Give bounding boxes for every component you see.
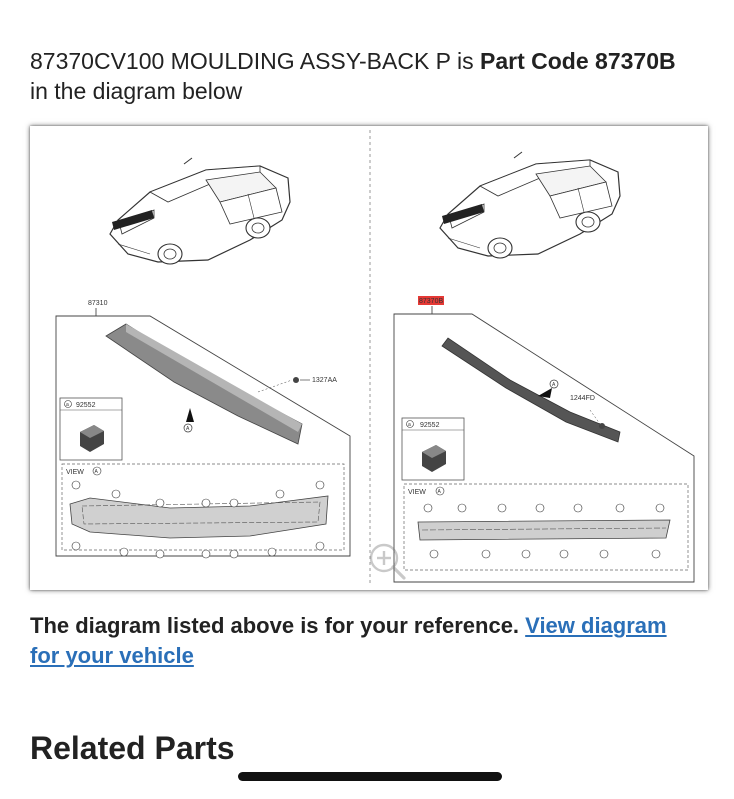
right-part-number: 87370B xyxy=(419,298,444,305)
parts-diagram[interactable] xyxy=(30,126,708,590)
svg-text:A: A xyxy=(186,426,190,432)
view-vehicle-diagram-link[interactable]: View diagram for your vehicle xyxy=(30,613,667,668)
left-view-letter: A xyxy=(94,469,98,475)
left-clip-code: 92552 xyxy=(76,402,96,409)
part-code-label: Part Code 87370B xyxy=(480,48,676,74)
left-part-number: 87310 xyxy=(88,300,108,307)
intro-suffix: in the diagram below xyxy=(30,78,243,104)
right-view-letter: A xyxy=(437,489,441,495)
home-indicator[interactable] xyxy=(238,772,502,781)
svg-text:a: a xyxy=(66,402,69,408)
right-clip-code: 92552 xyxy=(420,422,440,429)
left-screw-code: 1327AA xyxy=(312,377,337,384)
left-view-label: VIEW xyxy=(66,469,84,476)
caption-text: The diagram listed above is for your reference. xyxy=(30,613,526,638)
related-parts-heading: Related Parts xyxy=(30,730,235,766)
intro-text xyxy=(30,46,720,106)
right-screw-code: 1244FD xyxy=(570,395,595,402)
diagram-caption xyxy=(30,611,670,671)
svg-text:A: A xyxy=(552,382,556,388)
right-panel xyxy=(394,152,694,582)
zoom-in-icon[interactable] xyxy=(371,545,404,578)
svg-text:a: a xyxy=(408,422,411,428)
left-panel xyxy=(56,158,350,558)
right-view-label: VIEW xyxy=(408,489,426,496)
diagram-drawing xyxy=(30,126,708,590)
intro-prefix: 87370CV100 MOULDING ASSY-BACK P is xyxy=(30,48,480,74)
